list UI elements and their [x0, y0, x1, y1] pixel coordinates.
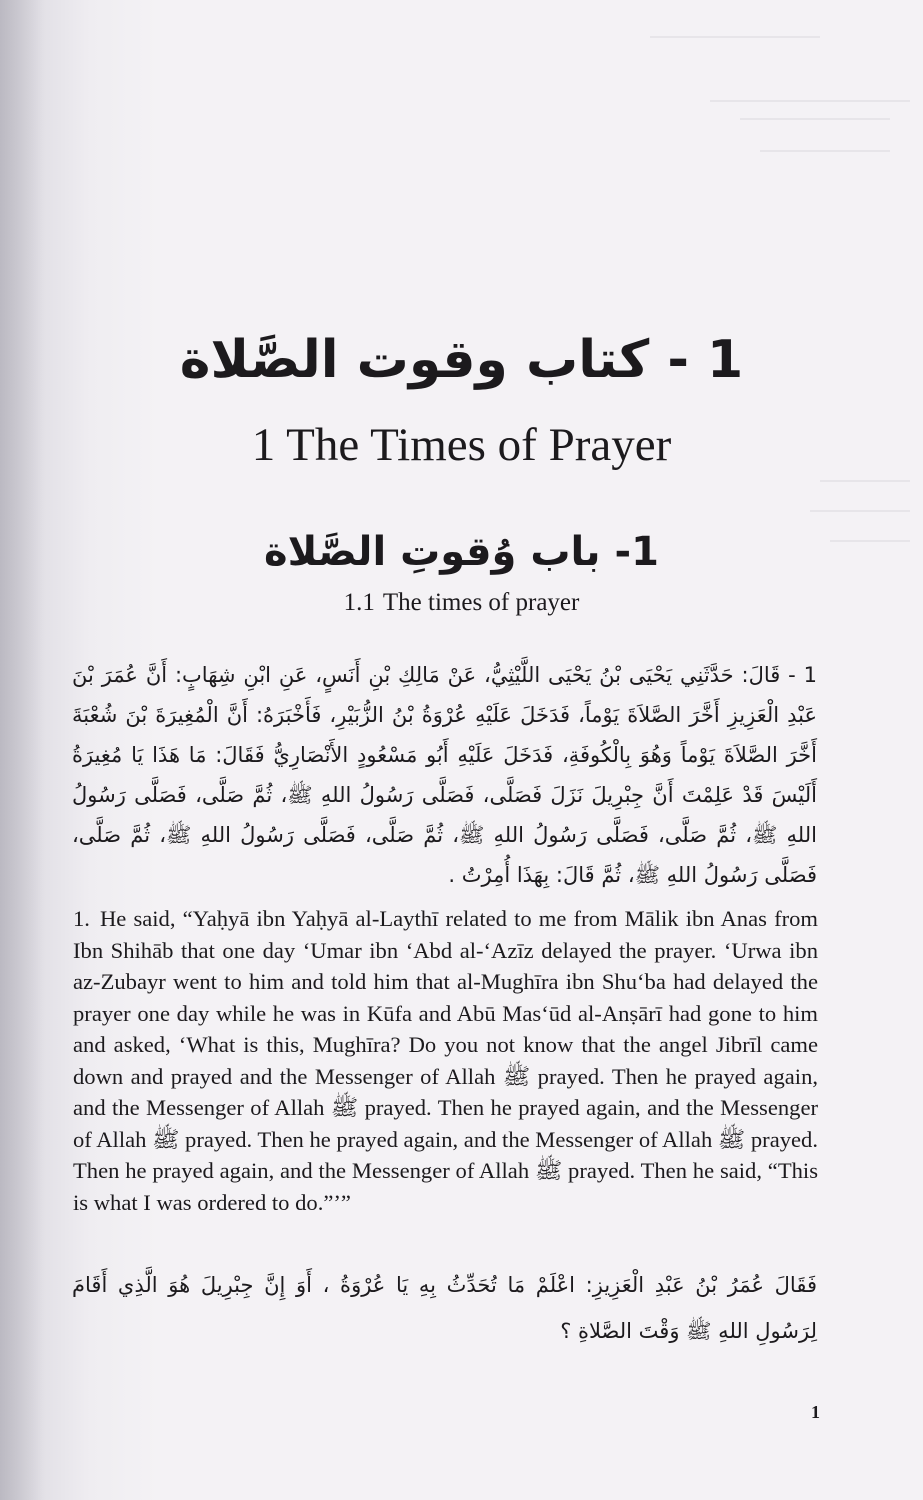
section-title-arabic: 1- باب وُقوتِ الصَّلاة [264, 529, 659, 575]
binding-shadow [0, 0, 45, 1500]
section-number: 1.1 [343, 589, 375, 616]
page-number: 1 [811, 1402, 820, 1422]
commentary-arabic-text: فَقَالَ عُمَرُ بْنُ عَبْدِ الْعَزِيزِ: اعْلَمْ مَا تُحَدِّثُ بِهِ يَا عُرْوَةُ ، أَوَ إِنَّ جِبْرِيلَ هُوَ الَّذِي أَقَامَ لِرَسُولِ اللهِ ﷺ وَقْتَ الصَّلاةِ ؟ [72, 1273, 817, 1343]
chapter-title-english: 1 The Times of Prayer [251, 419, 672, 471]
hadith-english-body: He said, “Yaḥyā ibn Yaḥyā al-Laythī related to me from Mālik ibn Anas from Ibn Shihāb that one day ‘Umar ibn ‘Abd al-‘Azīz delayed the prayer. ‘Urwa ibn az-Zubayr went to him and told him that al-Mughīra ibn Shu‘ba had delayed the prayer one day while he was in Kūfa and Abū Mas‘ūd al-Anṣārī had gone to him and asked, ‘What is this, Mughīra? Do you not know that the angel Jibrīl came down and prayed and the Messenger of Allah ﷺ prayed. Then he prayed again, and the Messenger of Allah ﷺ prayed. Then he prayed again, and the Messenger of Allah ﷺ prayed. Then he prayed again, and the Messenger of Allah ﷺ prayed. Then he prayed again, and the Messenger of Allah ﷺ prayed. Then he said, “This is what I was ordered to do.”’” [73, 906, 819, 1215]
chapter-title-arabic: 1 - كتاب وقوت الصَّلاة [179, 330, 744, 390]
section-title-text: The times of prayer [382, 589, 580, 616]
hadith-number: 1. [73, 906, 90, 931]
hadith-arabic-text: 1 - قَالَ: حَدَّثَنِي يَحْيَى بْنُ يَحْيَى اللَّيْثِيُّ، عَنْ مَالِكِ بْنِ أَنَسٍ، عَنِ ابْنِ شِهَابٍ: أَنَّ عُمَرَ بْنَ عَبْدِ الْعَزِيزِ أَخَّرَ الصَّلاَةَ يَوْماً، فَدَخَلَ عَلَيْهِ عُرْوَةُ بْنُ الزُّبَيْرِ، فَأَخْبَرَهُ: أَنَّ الْمُغِيرَةَ بْنَ شُعْبَةَ أَخَّرَ الصَّلاَةَ يَوْماً وَهُوَ بِالْكُوفَةِ، فَدَخَلَ عَلَيْهِ أَبُو مَسْعُودٍ الأَنْصَارِيُّ فَقَالَ: مَا هَذَا يَا مُغِيرَةُ أَلَيْسَ قَدْ عَلِمْتَ أَنَّ جِبْرِيلَ نَزَلَ فَصَلَّى، فَصَلَّى رَسُولُ اللهِ ﷺ، ثُمَّ صَلَّى، فَصَلَّى رَسُولُ اللهِ ﷺ، ثُمَّ صَلَّى، فَصَلَّى رَسُولُ اللهِ ﷺ، ثُمَّ صَلَّى، فَصَلَّى رَسُولُ اللهِ ﷺ، ثُمَّ صَلَّى، فَصَلَّى رَسُولُ اللهِ ﷺ، ثُمَّ قَالَ: بِهَذَا أُمِرْتُ . [72, 663, 817, 887]
hadith-english-text [73, 903, 818, 1218]
section-title-english [150, 585, 773, 621]
